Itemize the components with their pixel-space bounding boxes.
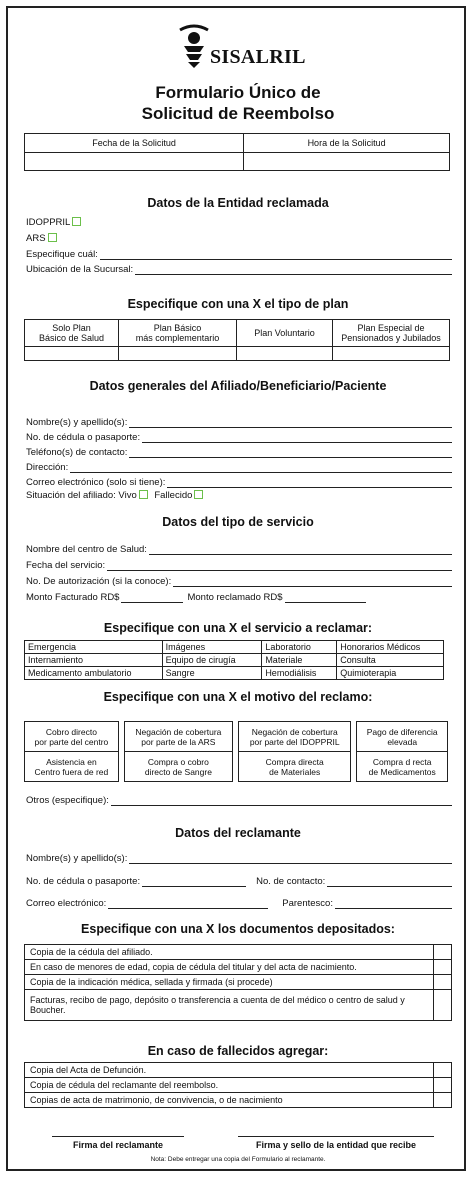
firma-reclamante: Firma del reclamante bbox=[52, 1136, 184, 1150]
motivo-option[interactable] bbox=[357, 752, 448, 782]
hora-field[interactable] bbox=[244, 153, 450, 171]
plan-col-label: Pensionados y Jubilados bbox=[341, 333, 441, 343]
documento-mark-cell[interactable] bbox=[434, 960, 452, 975]
motivo-option-label: Compra d recta bbox=[372, 756, 432, 767]
plan-mark-cell[interactable] bbox=[333, 347, 450, 361]
fallecidos-heading: En caso de fallecidos agregar: bbox=[147, 1044, 329, 1058]
servicio-option[interactable]: Consulta bbox=[337, 654, 444, 667]
documento-item: Facturas, recibo de pago, depósito o transferencia a cuenta de del médico o centro de salud y Boucher. bbox=[25, 990, 434, 1021]
situacion-row bbox=[26, 490, 203, 501]
form-title-line1: Formulario Único de bbox=[155, 83, 321, 102]
vivo-checkbox[interactable] bbox=[139, 490, 148, 499]
motivo-option[interactable] bbox=[357, 722, 448, 752]
plan-mark-cell[interactable] bbox=[237, 347, 333, 361]
field-label: Correo electrónico: bbox=[26, 898, 107, 909]
centro-salud-field[interactable] bbox=[149, 546, 452, 555]
otros-label: Otros (especifique): bbox=[26, 795, 109, 806]
reclamante-nombre-row bbox=[26, 852, 452, 864]
reclamante-heading: Datos del reclamante bbox=[175, 826, 301, 840]
idopprl-checkbox[interactable] bbox=[72, 217, 81, 226]
entidad-heading: Datos de la Entidad reclamada bbox=[147, 196, 329, 210]
documento-mark-cell[interactable] bbox=[434, 1093, 452, 1108]
fallecidos-table bbox=[24, 1062, 452, 1108]
motivo-option[interactable] bbox=[124, 752, 232, 782]
servicio-option[interactable]: Equipo de cirugía bbox=[162, 654, 262, 667]
monto-facturado-field[interactable] bbox=[121, 594, 183, 603]
afiliado-telefono-field[interactable] bbox=[129, 449, 452, 458]
motivo-option-label: Pago de diferencia bbox=[366, 726, 438, 737]
documento-item: Copias de acta de matrimonio, de convivencia, o de nacimiento bbox=[25, 1093, 434, 1108]
field-label: Nombre(s) y apellido(s): bbox=[26, 417, 128, 428]
motivo-option[interactable] bbox=[25, 752, 119, 782]
servicio-heading: Datos del tipo de servicio bbox=[162, 515, 314, 529]
ars-checkbox[interactable] bbox=[48, 233, 57, 242]
field-label: Parentesco: bbox=[282, 898, 333, 909]
documento-mark-cell[interactable] bbox=[434, 1078, 452, 1093]
field-label: No. De autorización (si la conoce): bbox=[26, 576, 172, 587]
motivo-option-label: elevada bbox=[387, 736, 418, 747]
hora-header: Hora de la Solicitud bbox=[244, 134, 450, 153]
montos-row bbox=[26, 591, 366, 603]
fallecido-label: Fallecido bbox=[154, 490, 193, 501]
motivo-option-label: por parte de la ARS bbox=[141, 736, 216, 747]
documento-mark-cell[interactable] bbox=[434, 975, 452, 990]
reclamante-correo-row bbox=[26, 897, 452, 909]
field-label: Teléfono(s) de contacto: bbox=[26, 447, 128, 458]
especifique-row bbox=[26, 248, 452, 260]
motivo-table bbox=[24, 721, 448, 782]
especifique-label: Especifique cuál: bbox=[26, 249, 98, 260]
sisalril-logo bbox=[176, 24, 326, 68]
idopprl-label: IDOPPRIL bbox=[26, 217, 71, 228]
afiliado-heading: Datos generales del Afiliado/Beneficiario/Paciente bbox=[89, 379, 387, 393]
plan-complementario-cell bbox=[119, 320, 237, 347]
monto-reclamado-field[interactable] bbox=[285, 594, 366, 603]
motivo-heading: Especifique con una X el motivo del reclamo: bbox=[103, 690, 373, 704]
plan-mark-cell[interactable] bbox=[25, 347, 119, 361]
plan-col-label: Solo Plan bbox=[52, 323, 91, 333]
motivo-option-label: Compra o cobro bbox=[147, 756, 209, 767]
motivo-option[interactable] bbox=[238, 752, 350, 782]
motivo-option-label: Negación de cobertura bbox=[135, 726, 222, 737]
fecha-header: Fecha de la Solicitud bbox=[25, 134, 244, 153]
servicio-option[interactable]: Medicamento ambulatorio bbox=[25, 667, 163, 680]
documento-mark-cell[interactable] bbox=[434, 945, 452, 960]
plan-especial-cell bbox=[333, 320, 450, 347]
field-label: Nombre(s) y apellido(s): bbox=[26, 853, 128, 864]
plan-col-label: Básico de Salud bbox=[38, 333, 105, 343]
ars-option bbox=[26, 233, 57, 244]
servicio-option[interactable]: Internamiento bbox=[25, 654, 163, 667]
ubicacion-label: Ubicación de la Sucursal: bbox=[26, 264, 134, 275]
servicio-option[interactable]: Sangre bbox=[162, 667, 262, 680]
field-label: Nombre del centro de Salud: bbox=[26, 544, 147, 555]
motivo-option-label: Negación de cobertura bbox=[251, 726, 338, 737]
person-icon bbox=[176, 24, 212, 68]
motivo-option-label: Cobro directo bbox=[45, 726, 97, 737]
form-page bbox=[6, 6, 466, 1171]
ars-label: ARS bbox=[26, 233, 46, 244]
otros-row bbox=[26, 794, 452, 806]
motivo-option-label: Centro fuera de red bbox=[34, 766, 109, 777]
motivo-option-label: Compra directa bbox=[265, 756, 324, 767]
motivo-option[interactable] bbox=[25, 722, 119, 752]
servicio-option[interactable]: Hemodiálisis bbox=[262, 667, 337, 680]
autorizacion-field[interactable] bbox=[173, 578, 452, 587]
reclamante-cedula-row bbox=[26, 875, 452, 887]
documento-mark-cell[interactable] bbox=[434, 990, 452, 1021]
field-label: Fecha del servicio: bbox=[26, 560, 106, 571]
plan-col-label: Plan Especial de bbox=[357, 323, 425, 333]
servicio-option[interactable]: Materiale bbox=[262, 654, 337, 667]
field-label: No. de contacto: bbox=[256, 876, 326, 887]
servicio-option[interactable]: Imágenes bbox=[162, 641, 262, 654]
centro-salud-row bbox=[26, 543, 452, 555]
ubicacion-field[interactable] bbox=[135, 266, 452, 275]
afiliado-cedula-field[interactable] bbox=[142, 434, 452, 443]
situacion-label: Situación del afiliado: Vivo bbox=[26, 490, 137, 501]
servicio-option[interactable]: Emergencia bbox=[25, 641, 163, 654]
plan-heading: Especifique con una X el tipo de plan bbox=[127, 297, 349, 311]
afiliado-correo-row bbox=[26, 476, 452, 488]
motivo-option-label: por parte del IDOPPRIL bbox=[249, 736, 340, 747]
reclamante-cedula-field[interactable] bbox=[142, 878, 246, 887]
ubicacion-row bbox=[26, 263, 452, 275]
afiliado-nombre-field[interactable] bbox=[129, 419, 452, 428]
afiliado-cedula-row bbox=[26, 431, 452, 443]
nota: Nota: Debe entregar una copia del Formulario al reclamante. bbox=[150, 1156, 326, 1163]
reclamante-nombre-field[interactable] bbox=[129, 855, 452, 864]
otros-field[interactable] bbox=[111, 797, 452, 806]
motivo-option-label: de Materiales bbox=[269, 766, 321, 777]
documento-item: Copia de cédula del reclamante del reembolso. bbox=[25, 1078, 434, 1093]
afiliado-direccion-row bbox=[26, 461, 452, 473]
brand-name: SISALRIL bbox=[210, 46, 306, 68]
plan-basico-cell bbox=[25, 320, 119, 347]
reclamante-contacto-field[interactable] bbox=[327, 878, 452, 887]
documento-item: Copia de la indicación médica, sellada y firmada (si procede) bbox=[25, 975, 434, 990]
idopprl-option bbox=[26, 217, 81, 228]
afiliado-telefono-row bbox=[26, 446, 452, 458]
firma-entidad: Firma y sello de la entidad que recibe bbox=[238, 1136, 434, 1150]
date-table bbox=[24, 133, 450, 171]
afiliado-nombre-row bbox=[26, 416, 452, 428]
fecha-field[interactable] bbox=[25, 153, 244, 171]
plan-mark-cell[interactable] bbox=[119, 347, 237, 361]
motivo-option-label: por parte del centro bbox=[34, 736, 109, 747]
motivo-option-label: de Medicamentos bbox=[368, 766, 436, 777]
plan-col-label: Plan Voluntario bbox=[254, 328, 315, 338]
motivo-option-label: directo de Sangre bbox=[144, 766, 212, 777]
reclamante-parentesco-field[interactable] bbox=[335, 900, 452, 909]
plan-table bbox=[24, 319, 450, 361]
field-label: Correo electrónico (solo si tiene): bbox=[26, 477, 166, 488]
servicio-option[interactable]: Honorarios Médicos bbox=[337, 641, 444, 654]
documentos-table bbox=[24, 944, 452, 1021]
servicio-reclamar-heading: Especifique con una X el servicio a reclamar: bbox=[103, 621, 373, 635]
afiliado-direccion-field[interactable] bbox=[70, 464, 452, 473]
form-title-line2: Solicitud de Reembolso bbox=[141, 104, 335, 123]
documento-item: En caso de menores de edad, copia de cédula del titular y del acta de nacimiento. bbox=[25, 960, 434, 975]
autorizacion-row bbox=[26, 575, 452, 587]
documentos-heading: Especifique con una X los documentos depositados: bbox=[81, 922, 395, 936]
fallecido-checkbox[interactable] bbox=[194, 490, 203, 499]
plan-col-label: Plan Básico bbox=[153, 323, 202, 333]
field-label: No. de cédula o pasaporte: bbox=[26, 432, 141, 443]
monto-reclamado-label: Monto reclamado RD$ bbox=[187, 592, 283, 603]
servicio-option[interactable]: Laboratorio bbox=[262, 641, 337, 654]
especifique-field[interactable] bbox=[100, 251, 452, 260]
fecha-servicio-field[interactable] bbox=[107, 562, 452, 571]
fecha-servicio-row bbox=[26, 559, 452, 571]
motivo-option[interactable] bbox=[124, 722, 232, 752]
servicio-reclamar-table bbox=[24, 640, 444, 680]
reclamante-correo-field[interactable] bbox=[108, 900, 268, 909]
documento-mark-cell[interactable] bbox=[434, 1063, 452, 1078]
monto-facturado-label: Monto Facturado RD$ bbox=[26, 592, 120, 603]
afiliado-correo-field[interactable] bbox=[167, 479, 452, 488]
plan-col-label: más complementario bbox=[135, 333, 220, 343]
documento-item: Copia del Acta de Defunción. bbox=[25, 1063, 434, 1078]
motivo-option[interactable] bbox=[238, 722, 350, 752]
plan-voluntario-cell bbox=[237, 320, 333, 347]
motivo-option-label: Asistencia en bbox=[46, 756, 97, 767]
servicio-option[interactable]: Quimioterapia bbox=[337, 667, 444, 680]
field-label: No. de cédula o pasaporte: bbox=[26, 876, 141, 887]
documento-item: Copia de la cédula del afiliado. bbox=[25, 945, 434, 960]
field-label: Dirección: bbox=[26, 462, 69, 473]
